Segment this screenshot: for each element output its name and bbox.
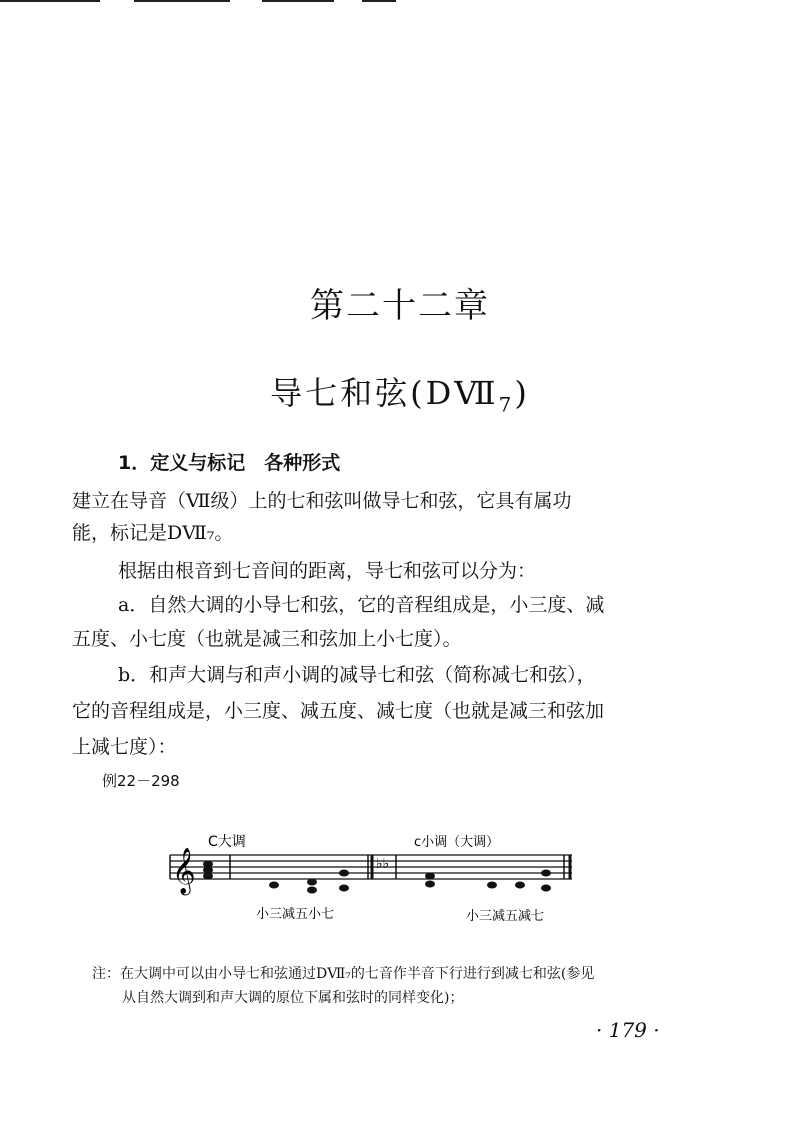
flat-sign-icon: ♭♭ [376,856,390,872]
paragraph-line: a．自然大调的小导七和弦，它的音程组成是，小三度、减 [118,594,605,616]
paragraph-line: 能，标记是DⅦ₇。 [72,522,234,544]
note-head [339,870,349,877]
note-head [339,885,349,892]
caption-right: 小三减五减七 [466,909,545,924]
note-head [541,885,551,892]
page-number: · 179 · [596,1018,660,1042]
note-head [203,867,213,874]
note-head [307,887,317,894]
paragraph-line: 五度、小七度（也就是减三和弦加上小七度）。 [72,628,462,650]
note-head [425,873,435,880]
note-head [307,879,317,886]
paragraph-line: 上减七度）： [72,736,177,758]
title-close: ) [514,374,530,412]
footnote-line: 从自然大调到和声大调的原位下属和弦时的同样变化)； [122,990,464,1006]
caption-left: 小三减五小七 [256,907,335,922]
paragraph-line: 它的音程组成是，小三度、减五度、减七度（也就是减三和弦加 [72,700,605,722]
footnote [92,962,692,1010]
paragraph-line: 建立在导音（Ⅶ级）上的七和弦叫做导七和弦，它具有属功 [72,490,572,512]
note-head [487,882,497,889]
top-rule [262,0,334,2]
title-text: 导七和弦(DⅦ [270,374,499,412]
chapter-title [0,368,800,416]
title-subscript: 7 [498,392,515,417]
music-example [168,828,588,928]
top-rule [134,0,230,2]
note-head [541,870,551,877]
note-head [203,861,213,868]
paragraph-line: b．和声大调与和声小调的减导七和弦（简称减七和弦）， [118,664,596,686]
chapter-heading: 第二十二章 [310,286,490,326]
key-label-right: c小调（大调） [414,835,500,850]
note-head [515,882,525,889]
note-head [269,882,279,889]
section-heading: 1．定义与标记 各种形式 [118,452,341,474]
note-head [425,881,435,888]
top-rule [0,0,100,2]
key-label-left: C大调 [208,834,246,850]
paragraph-line: 根据由根音到七音间的距离，导七和弦可以分为： [118,560,537,582]
footnote-line: 注：在大调中可以由小导七和弦通过DⅦ₇的七音作半音下行进行到减七和弦(参见 [92,966,595,982]
note-head [203,873,213,880]
example-label: 例22－298 [102,772,180,790]
top-rule [362,0,396,2]
treble-clef-icon: 𝄞 [172,848,196,894]
